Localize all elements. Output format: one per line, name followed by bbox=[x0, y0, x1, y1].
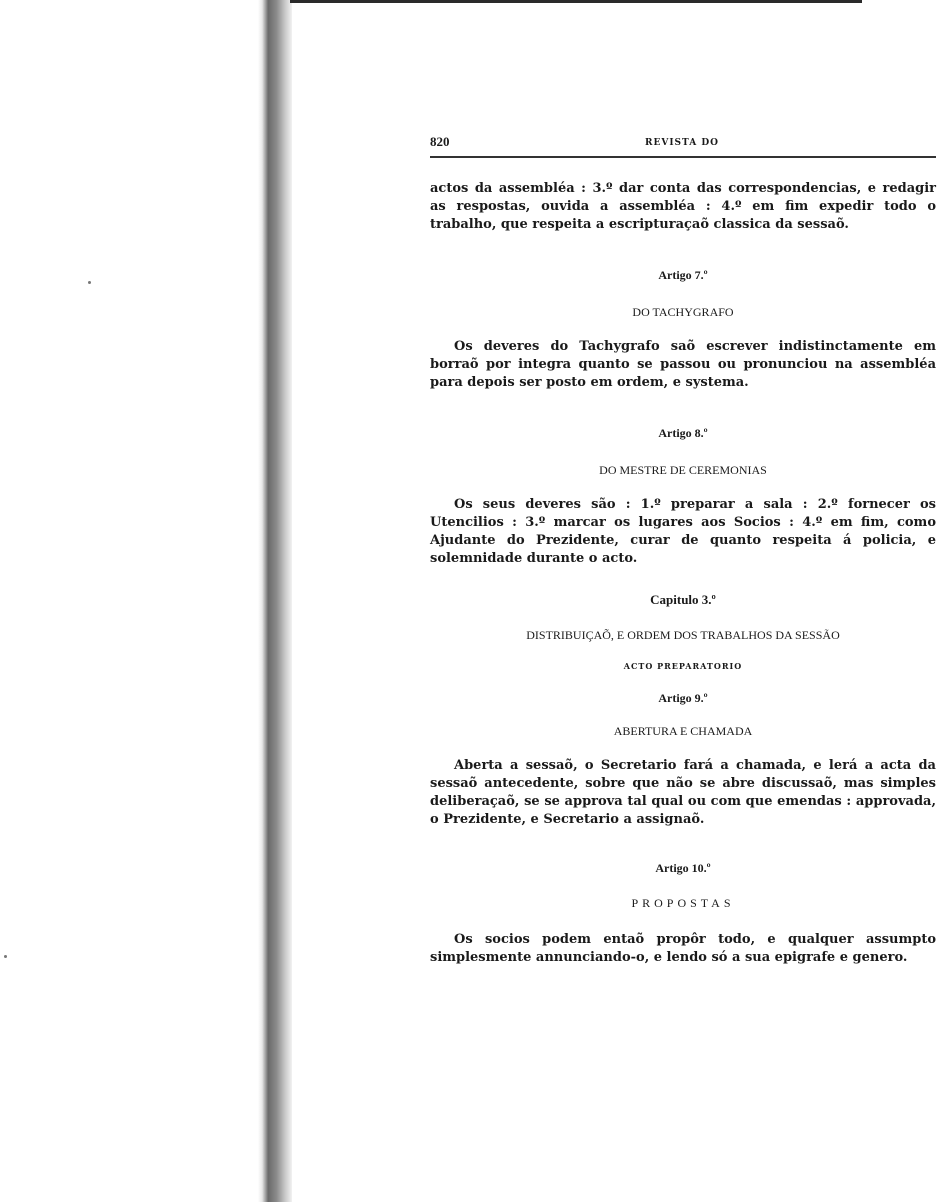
article-7-heading: Artigo 7.º bbox=[658, 268, 708, 282]
paragraph-abertura: Aberta a sessaõ, o Secretario fará a chamada, e lerá a acta da sessaõ antecedente, sobre que não se abre discussaõ, mas simples deliberaçaõ, se se approva tal qual ou com que emendas : approvada, o Prezidente, e Secretario a assignaõ. bbox=[430, 758, 936, 827]
document-page bbox=[430, 130, 936, 967]
article-10-heading: Artigo 10.º bbox=[655, 861, 711, 875]
section-tachygrafo: DO TACHYGRAFO bbox=[632, 305, 734, 319]
scan-speck bbox=[4, 955, 7, 958]
article-8-heading: Artigo 8.º bbox=[658, 426, 708, 440]
running-head bbox=[430, 130, 936, 158]
section-mestre-ceremonias: DO MESTRE DE CEREMONIAS bbox=[599, 463, 767, 477]
paragraph-actos: actos da assembléa : 3.º dar conta das correspondencias, e redagir as respostas, ouvida a assembléa : 4.º em fim expedir todo o trabalho, que respeita a escripturaçaõ classica da sessaõ. bbox=[430, 181, 936, 232]
running-head-title: REVISTA DO bbox=[645, 138, 719, 148]
section-propostas: PROPOSTAS bbox=[631, 896, 735, 910]
article-9-heading: Artigo 9.º bbox=[658, 691, 708, 705]
paragraph-mestre-ceremonias: Os seus deveres são : 1.º preparar a sala : 2.º fornecer os Utencilios : 3.º marcar os lugares aos Socios : 4.º em fim, como Ajudante do Prezidente, curar de quanto respeita á policia, e solemnidade durante o acto. bbox=[430, 497, 936, 566]
section-abertura: ABERTURA E CHAMADA bbox=[613, 724, 753, 738]
scan-speck bbox=[88, 281, 91, 284]
paragraph-tachygrafo: Os deveres do Tachygrafo saõ escrever indistinctamente em borraõ por integra quanto se passou ou pronunciou na assembléa para depois ser posto em ordem, e systema. bbox=[430, 339, 936, 390]
page-top-edge bbox=[290, 0, 862, 3]
page-number: 820 bbox=[430, 134, 450, 149]
acto-preparatorio: ACTO PREPARATORIO bbox=[623, 661, 743, 671]
chapter-3-heading: Capitulo 3.º bbox=[650, 592, 716, 607]
chapter-3-title: DISTRIBUIÇAÕ, E ORDEM DOS TRABALHOS DA SESSÃO bbox=[526, 628, 840, 642]
book-spine-shadow bbox=[258, 0, 292, 1202]
paragraph-propostas: Os socios podem entaõ propôr todo, e qualquer assumpto simplesmente annunciando-o, e lendo só a sua epigrafe e genero. bbox=[430, 932, 936, 965]
